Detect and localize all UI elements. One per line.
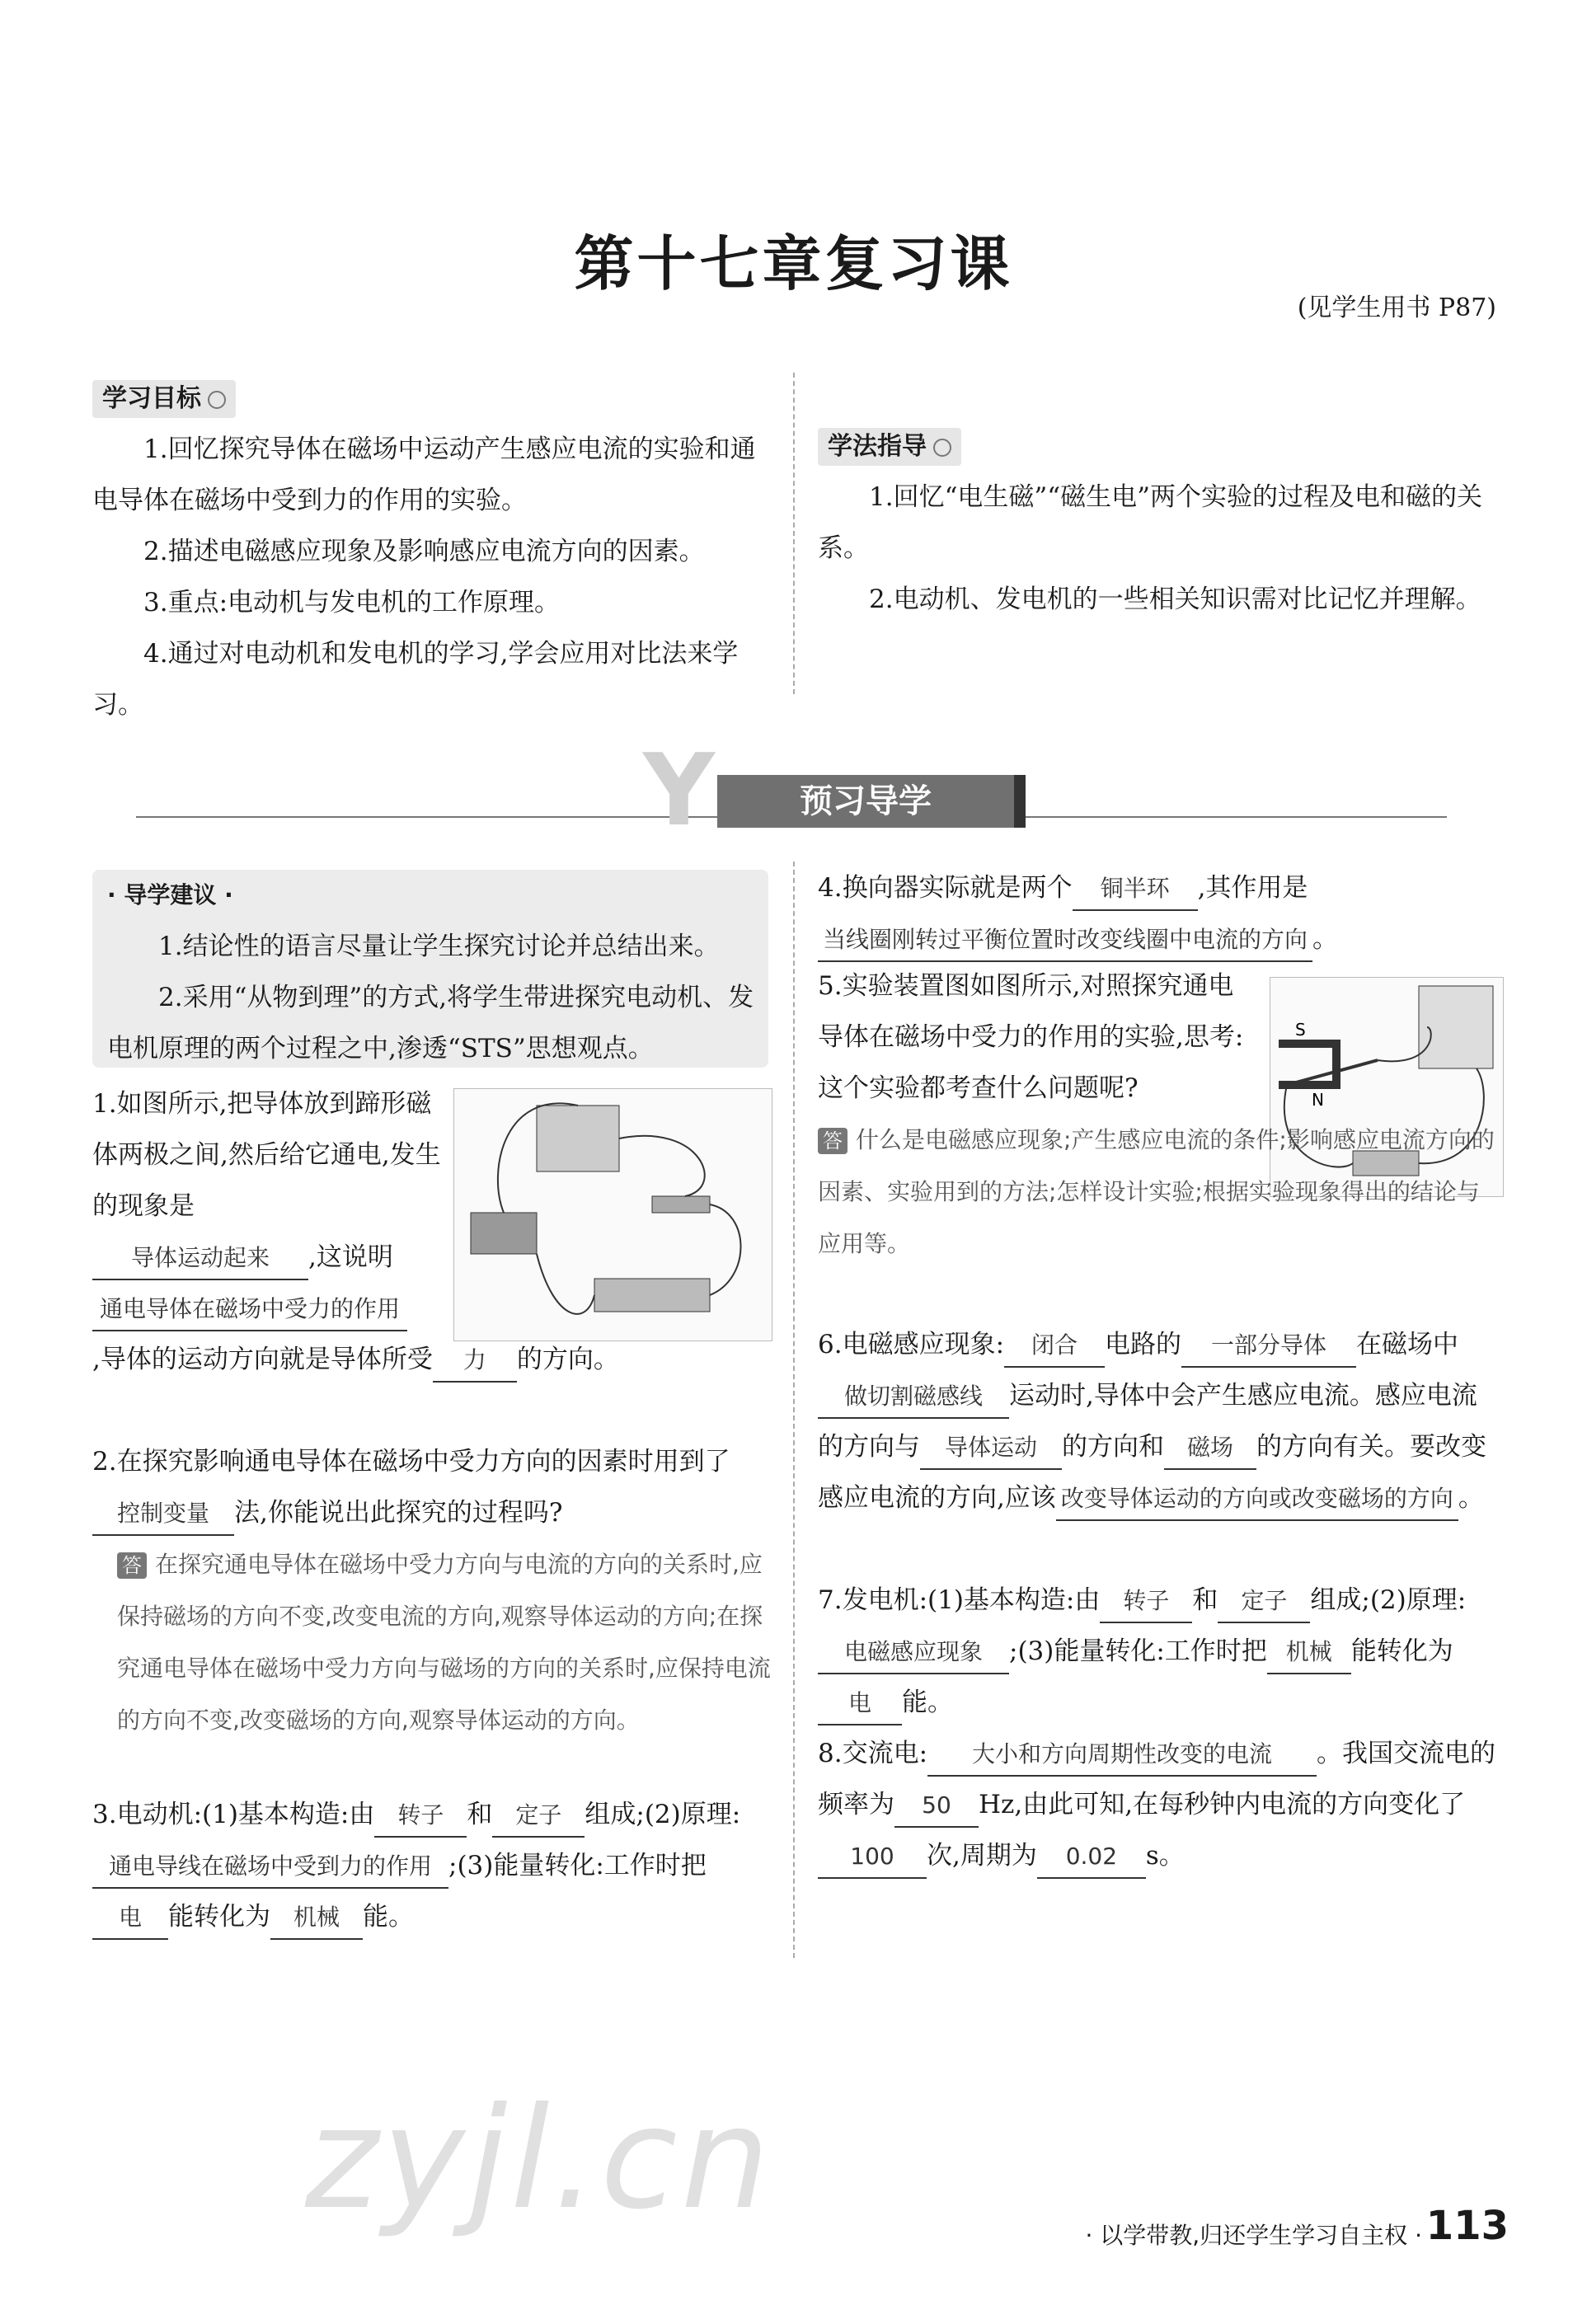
q1-blank-3[interactable]: 力 bbox=[433, 1340, 517, 1383]
watermark: zyjl.cn bbox=[305, 2078, 773, 2241]
question-7: 7.发电机:(1)基本构造:由 转子 和 定子 组成;(2)原理:电磁感应现象 ;(3)能量转化:工作时把 机械 能转化为电 能。 bbox=[818, 1575, 1502, 1728]
q7-blank-4[interactable]: 机械 bbox=[1267, 1631, 1351, 1674]
answer-tag: 答 bbox=[117, 1552, 147, 1579]
q8-blank-3[interactable]: 100 bbox=[818, 1836, 927, 1879]
goal-item: 4.通过对电动机和发电机的学习,学会应用对比法来学习。 bbox=[92, 639, 739, 720]
q4-blank-1[interactable]: 铜半环 bbox=[1073, 868, 1198, 911]
banner-letter-icon: Y bbox=[643, 734, 715, 848]
tip-item: 2.采用“从物到理”的方式,将学生带进探究电动机、发电机原理的两个过程之中,渗透“STS”思想观点。 bbox=[107, 983, 754, 1063]
q1-text: 1.如图所示,把导体放到蹄形磁体两极之间,然后给它通电,发生的现象是 bbox=[92, 1089, 441, 1221]
book-reference: (见学生用书 P87) bbox=[1297, 293, 1496, 322]
question-5 bbox=[818, 960, 1502, 1270]
question-1: 1.如图所示,把导体放到蹄形磁体两极之间,然后给它通电,发生的现象是 导体运动起来 ,这说明 通电导体在磁场中受力的作用 ,导体的运动方向就是导体所受 力 的方向。 bbox=[92, 1078, 777, 1385]
question-4: 4.换向器实际就是两个 铜半环 ,其作用是当线圈刚转过平衡位置时改变线圈中电流的方向 。 bbox=[818, 862, 1502, 965]
answer-tag: 答 bbox=[818, 1128, 847, 1154]
methods-section bbox=[818, 420, 1502, 625]
q1-blank-1[interactable]: 导体运动起来 bbox=[92, 1237, 308, 1280]
arrow-icon bbox=[208, 391, 226, 409]
method-item: 1.回忆“电生磁”“磁生电”两个实验的过程及电和磁的关系。 bbox=[818, 482, 1482, 563]
q6-blank-5[interactable]: 磁场 bbox=[1164, 1427, 1256, 1470]
q6-blank-3[interactable]: 做切割磁感线 bbox=[818, 1376, 1009, 1419]
tips-heading: · 导学建议 · bbox=[107, 881, 233, 908]
q8-blank-1[interactable]: 大小和方向周期性改变的电流 bbox=[927, 1734, 1317, 1777]
q6-blank-6[interactable]: 改变导体运动的方向或改变磁场的方向 bbox=[1056, 1478, 1458, 1521]
q3-blank-3[interactable]: 通电导线在磁场中受到力的作用 bbox=[92, 1846, 448, 1889]
q6-blank-1[interactable]: 闭合 bbox=[1004, 1325, 1105, 1368]
q2-blank-1[interactable]: 控制变量 bbox=[92, 1493, 234, 1536]
column-divider bbox=[793, 373, 795, 694]
q6-blank-2[interactable]: 一部分导体 bbox=[1181, 1325, 1356, 1368]
q7-blank-1[interactable]: 转子 bbox=[1100, 1580, 1192, 1623]
q7-blank-3[interactable]: 电磁感应现象 bbox=[818, 1631, 1009, 1674]
goals-section bbox=[92, 373, 777, 730]
q8-blank-2[interactable]: 50 bbox=[894, 1785, 979, 1828]
q1-blank-2[interactable]: 通电导体在磁场中受力的作用 bbox=[92, 1289, 407, 1331]
q3-blank-4[interactable]: 电 bbox=[92, 1897, 168, 1940]
goal-item: 2.描述电磁感应现象及影响感应电流方向的因素。 bbox=[143, 537, 705, 566]
q3-blank-1[interactable]: 转子 bbox=[374, 1795, 467, 1838]
section-banner: 预习导学 bbox=[717, 775, 1026, 828]
question-2: 2.在探究影响通电导体在磁场中受力方向的因素时用到了控制变量 法,你能说出此探究的过程吗? 答 在探究通电导体在磁场中受力方向与电流的方向的关系时,应保持磁场的方向不变,改变电流的方向,观察导体运动的方向;在探究通电导体在磁场中受力方向与磁场的方向的关系时,应保持电流的方向不变,改变磁场的方向,观察导体运动的方向。 bbox=[92, 1447, 771, 1734]
q5-answer: 什么是电磁感应现象;产生感应电流的条件;影响感应电流方向的因素、实验用到的方法;怎样设计实验;根据实验现象得出的结论与应用等。 bbox=[818, 1126, 1495, 1257]
magnet-pole-n: N bbox=[1312, 1090, 1324, 1110]
q6-blank-4[interactable]: 导体运动 bbox=[920, 1427, 1062, 1470]
goal-item: 1.回忆探究导体在磁场中运动产生感应电流的实验和通电导体在磁场中受到力的作用的实验。 bbox=[92, 434, 756, 515]
q4-blank-2[interactable]: 当线圈刚转过平衡位置时改变线圈中电流的方向 bbox=[818, 919, 1312, 962]
question-6: 6.电磁感应现象: 闭合 电路的 一部分导体 在磁场中做切割磁感线 运动时,导体中会产生感应电流。感应电流的方向与 导体运动 的方向和 磁场 的方向有关。要改变感应电流的方向,应该 改变导体运动的方向或改变磁场的方向 。 bbox=[818, 1319, 1502, 1524]
q7-blank-2[interactable]: 定子 bbox=[1218, 1580, 1310, 1623]
q8-blank-4[interactable]: 0.02 bbox=[1037, 1836, 1146, 1879]
q5-text: 5.实验装置图如图所示,对照探究通电导体在磁场中受力的作用的实验,思考:这个实验都考查什么问题呢? bbox=[818, 971, 1244, 1103]
column-divider bbox=[793, 862, 795, 1958]
tips-section bbox=[107, 870, 758, 1074]
q3-blank-2[interactable]: 定子 bbox=[492, 1795, 585, 1838]
q3-blank-5[interactable]: 机械 bbox=[270, 1897, 363, 1940]
question-8: 8.交流电: 大小和方向周期性改变的电流 。我国交流电的频率为 50 Hz,由此可知,在每秒钟内电流的方向变化了100 次,周期为 0.02 s。 bbox=[818, 1728, 1502, 1881]
footer-slogan: · 以学带教,归还学生学习自主权 · bbox=[1085, 2222, 1422, 2249]
goals-heading: 学习目标 bbox=[92, 380, 236, 418]
method-item: 2.电动机、发电机的一些相关知识需对比记忆并理解。 bbox=[869, 585, 1481, 614]
question-3: 3.电动机:(1)基本构造:由 转子 和 定子 组成;(2)原理:通电导线在磁场中受到力的作用 ;(3)能量转化:工作时把电 能转化为 机械 能。 bbox=[92, 1789, 777, 1942]
q2-answer: 在探究通电导体在磁场中受力方向与电流的方向的关系时,应保持磁场的方向不变,改变电流的方向,观察导体运动的方向;在探究通电导体在磁场中受力方向与磁场的方向的关系时,应保持电流的方向不变,改变磁场的方向,观察导体运动的方向。 bbox=[117, 1551, 771, 1734]
q7-blank-5[interactable]: 电 bbox=[818, 1683, 902, 1725]
magnet-pole-s: S bbox=[1295, 1020, 1306, 1040]
page-title: 第十七章复习课 bbox=[574, 228, 1013, 298]
goal-item: 3.重点:电动机与发电机的工作原理。 bbox=[143, 588, 561, 617]
arrow-icon bbox=[933, 439, 951, 457]
methods-heading: 学法指导 bbox=[818, 428, 961, 466]
tip-item: 1.结论性的语言尽量让学生探究讨论并总结出来。 bbox=[158, 932, 720, 961]
page-number: 113 bbox=[1425, 2203, 1509, 2249]
